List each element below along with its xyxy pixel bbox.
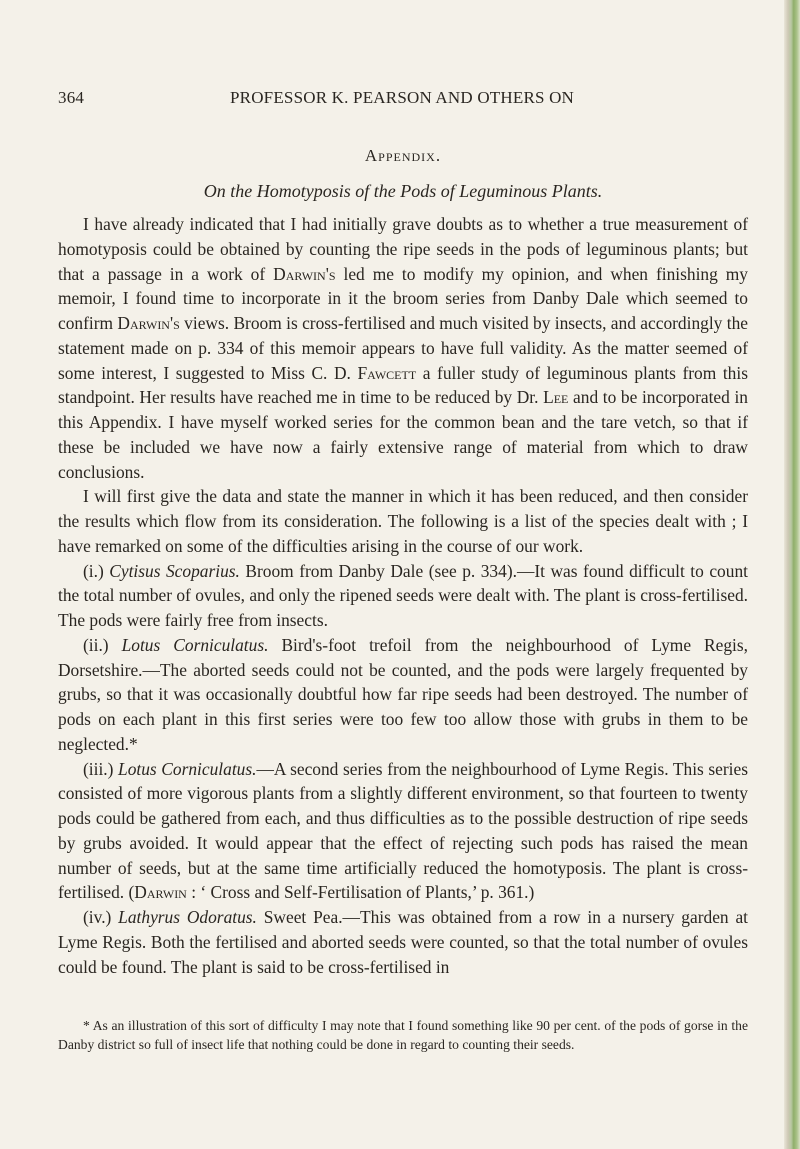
running-header (58, 88, 748, 110)
item-number: (iv.) (83, 907, 119, 927)
author-name: Fawcett (357, 362, 417, 383)
species-name: Lotus Corniculatus. (118, 758, 257, 779)
author-name: Darwin's (273, 263, 336, 284)
body-text (58, 212, 748, 979)
item-number: (iii.) (83, 758, 119, 779)
page-number: 364 (58, 88, 85, 107)
author-name: Lee (543, 387, 569, 408)
species-name: Cytisus Scoparius. (109, 560, 240, 581)
footnote (58, 1017, 748, 1054)
author-name: Darwin's (117, 313, 180, 333)
item-number: (ii.) (83, 634, 122, 655)
paragraph-method: I will first give the data and state the manner in which it has been reduced, and then consider the results which flow from its consideration. The following is a list of the species dealt with ; I have remarked on some of the difficulties arising in the course of our work. (58, 486, 748, 556)
paragraph-species-iii (58, 757, 748, 906)
running-title: PROFESSOR K. PEARSON AND OTHERS ON (230, 88, 575, 107)
species-name: Lathyrus Odoratus. (118, 907, 257, 927)
item-number: (i.) (83, 560, 110, 581)
species-name: Lotus Corniculatus. (121, 634, 269, 655)
text-run: led me to modify my opinion, and when finishing my memoir, I found time to incorporate in it the broom series from Danby Dale which seemed to confirm (58, 263, 748, 333)
text-run: : ‘ Cross and Self-Fertilisation of Plants,’ p. 361.) (186, 882, 535, 903)
paragraph-species-i (58, 559, 748, 633)
text-run: views. Broom is cross-fertilised and much visited by insects, and accordingly the statement made on p. 334 of this memoir appears to have full validity. As the matter seemed of some interest, I suggested to Miss C. D. (58, 313, 748, 383)
text-run: Broom from Danby Dale (see p. 334).—It was found difficult to count the total number of ovules, and only the ripened seeds were dealt with. The plant is cross-fertilised. The pods were fairly free from insects. (58, 560, 748, 630)
page-edge (784, 0, 800, 1149)
author-name: Darwin (134, 882, 187, 903)
text-run: I have already indicated that I had initially grave doubts as to whether a true measurement of homotyposis could be obtained by counting the ripe seeds in the pods of leguminous plants; but that a passage in a work of (58, 214, 748, 284)
paragraph-intro (58, 212, 748, 484)
text-run: —A second series from the neighbourhood of Lyme Regis. This series consisted of more vigorous plants from a slightly different environment, so that fourteen to twenty pods could be gathered from each, and thus difficulties as to the possible destruction of ripe seeds by grubs avoided. It would appear that the effect of rejecting such pods has raised the mean number of seeds, but at the same time artificially reduced the homotyposis. The plant is cross-fertilised. ( (58, 758, 748, 903)
text-run: a fuller study of leguminous plants from this standpoint. Her results have reached me in time to be reduced by Dr. (58, 362, 748, 408)
footnote-text: * As an illustration of this sort of difficulty I may note that I found something like 90 per cent. of the pods of gorse in the Danby district so full of insect life that nothing could be done in regard to counting their seeds. (58, 1018, 748, 1052)
paragraph-species-iv (58, 905, 748, 979)
section-heading: Appendix. (364, 146, 442, 165)
text-run: Bird's-foot trefoil from the neighbourhood of Lyme Regis, Dorsetshire.—The aborted seeds could not be counted, and the pods were largely frequented by grubs, so that it was occasionally doubtful how far ripe seeds had been destroyed. The number of pods on each plant in this first series were too few too allow those with grubs in them to be neglected.* (58, 634, 748, 754)
text-run: Sweet Pea.—This was obtained from a row in a nursery garden at Lyme Regis. Both the fertilised and aborted seeds were counted, so that the total number of ovules could be found. The plant is said to be cross-fertilised in (58, 907, 749, 977)
paragraph-species-ii (58, 633, 748, 757)
section-subheading: On the Homotyposis of the Pods of Leguminous Plants. (203, 181, 603, 201)
text-run: and to be incorporated in this Appendix. I have myself worked series for the common bean and the tare vetch, so that if these be included we have now a fairly extensive range of material from which to draw conclusions. (58, 387, 748, 482)
